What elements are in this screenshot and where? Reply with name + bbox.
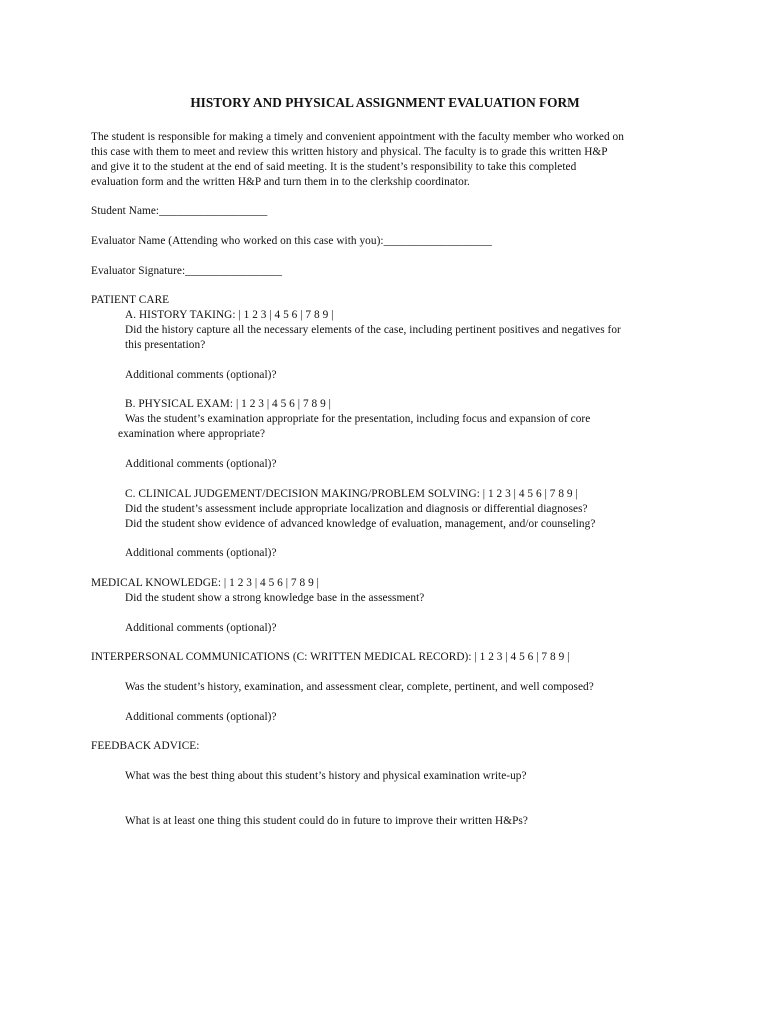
intro-line-3: and give it to the student at the end of said meeting. It is the student’s responsibility to take this completed (91, 161, 577, 173)
intro-line-4: evaluation form and the written H&P and turn them in to the clerkship coordinator. (91, 176, 470, 188)
history-taking-question-2: this presentation? (125, 339, 206, 351)
interpersonal-heading: INTERPERSONAL COMMUNICATIONS (C: WRITTEN MEDICAL RECORD): | 1 2 3 | 4 5 6 | 7 8 9 | (91, 651, 570, 663)
medical-knowledge-heading: MEDICAL KNOWLEDGE: | 1 2 3 | 4 5 6 | 7 8 9 | (91, 577, 319, 589)
patient-care-heading: PATIENT CARE (91, 294, 170, 306)
interpersonal-question: Was the student’s history, examination, and assessment clear, complete, pertinent, and well composed? (125, 681, 594, 693)
student-name-field: Student Name:___________________ (91, 205, 268, 217)
clinical-judgement-question-1: Did the student’s assessment include appropriate localization and diagnosis or differential diagnoses? (125, 503, 588, 515)
feedback-question-2: What is at least one thing this student could do in future to improve their written H&Ps? (125, 815, 528, 827)
intro-line-1: The student is responsible for making a timely and convenient appointment with the faculty member who worked on (91, 131, 624, 143)
medical-knowledge-comments: Additional comments (optional)? (125, 622, 277, 634)
medical-knowledge-question: Did the student show a strong knowledge base in the assessment? (125, 592, 425, 604)
interpersonal-comments: Additional comments (optional)? (125, 711, 277, 723)
evaluator-name-field: Evaluator Name (Attending who worked on this case with you):___________________ (91, 235, 492, 247)
clinical-judgement-heading: C. CLINICAL JUDGEMENT/DECISION MAKING/PROBLEM SOLVING: | 1 2 3 | 4 5 6 | 7 8 9 | (125, 488, 578, 500)
intro-line-2: this case with them to meet and review this written history and physical. The faculty is to grade this written H&P (91, 146, 608, 158)
physical-exam-comments: Additional comments (optional)? (125, 458, 277, 470)
history-taking-heading: A. HISTORY TAKING: | 1 2 3 | 4 5 6 | 7 8 9 | (125, 309, 334, 321)
physical-exam-question-2: examination where appropriate? (118, 428, 266, 440)
physical-exam-heading: B. PHYSICAL EXAM: | 1 2 3 | 4 5 6 | 7 8 9 | (125, 398, 331, 410)
physical-exam-question-1: Was the student’s examination appropriate for the presentation, including focus and expansion of core (125, 413, 591, 425)
evaluator-signature-field: Evaluator Signature:_________________ (91, 265, 283, 277)
clinical-judgement-question-2: Did the student show evidence of advanced knowledge of evaluation, management, and/or counseling? (125, 518, 596, 530)
history-taking-question-1: Did the history capture all the necessary elements of the case, including pertinent positives and negatives for (125, 324, 621, 336)
clinical-judgement-comments: Additional comments (optional)? (125, 547, 277, 559)
feedback-question-1: What was the best thing about this student’s history and physical examination write-up? (125, 770, 527, 782)
form-title: HISTORY AND PHYSICAL ASSIGNMENT EVALUATION FORM (190, 95, 580, 110)
feedback-heading: FEEDBACK ADVICE: (91, 740, 200, 752)
history-taking-comments: Additional comments (optional)? (125, 369, 277, 381)
